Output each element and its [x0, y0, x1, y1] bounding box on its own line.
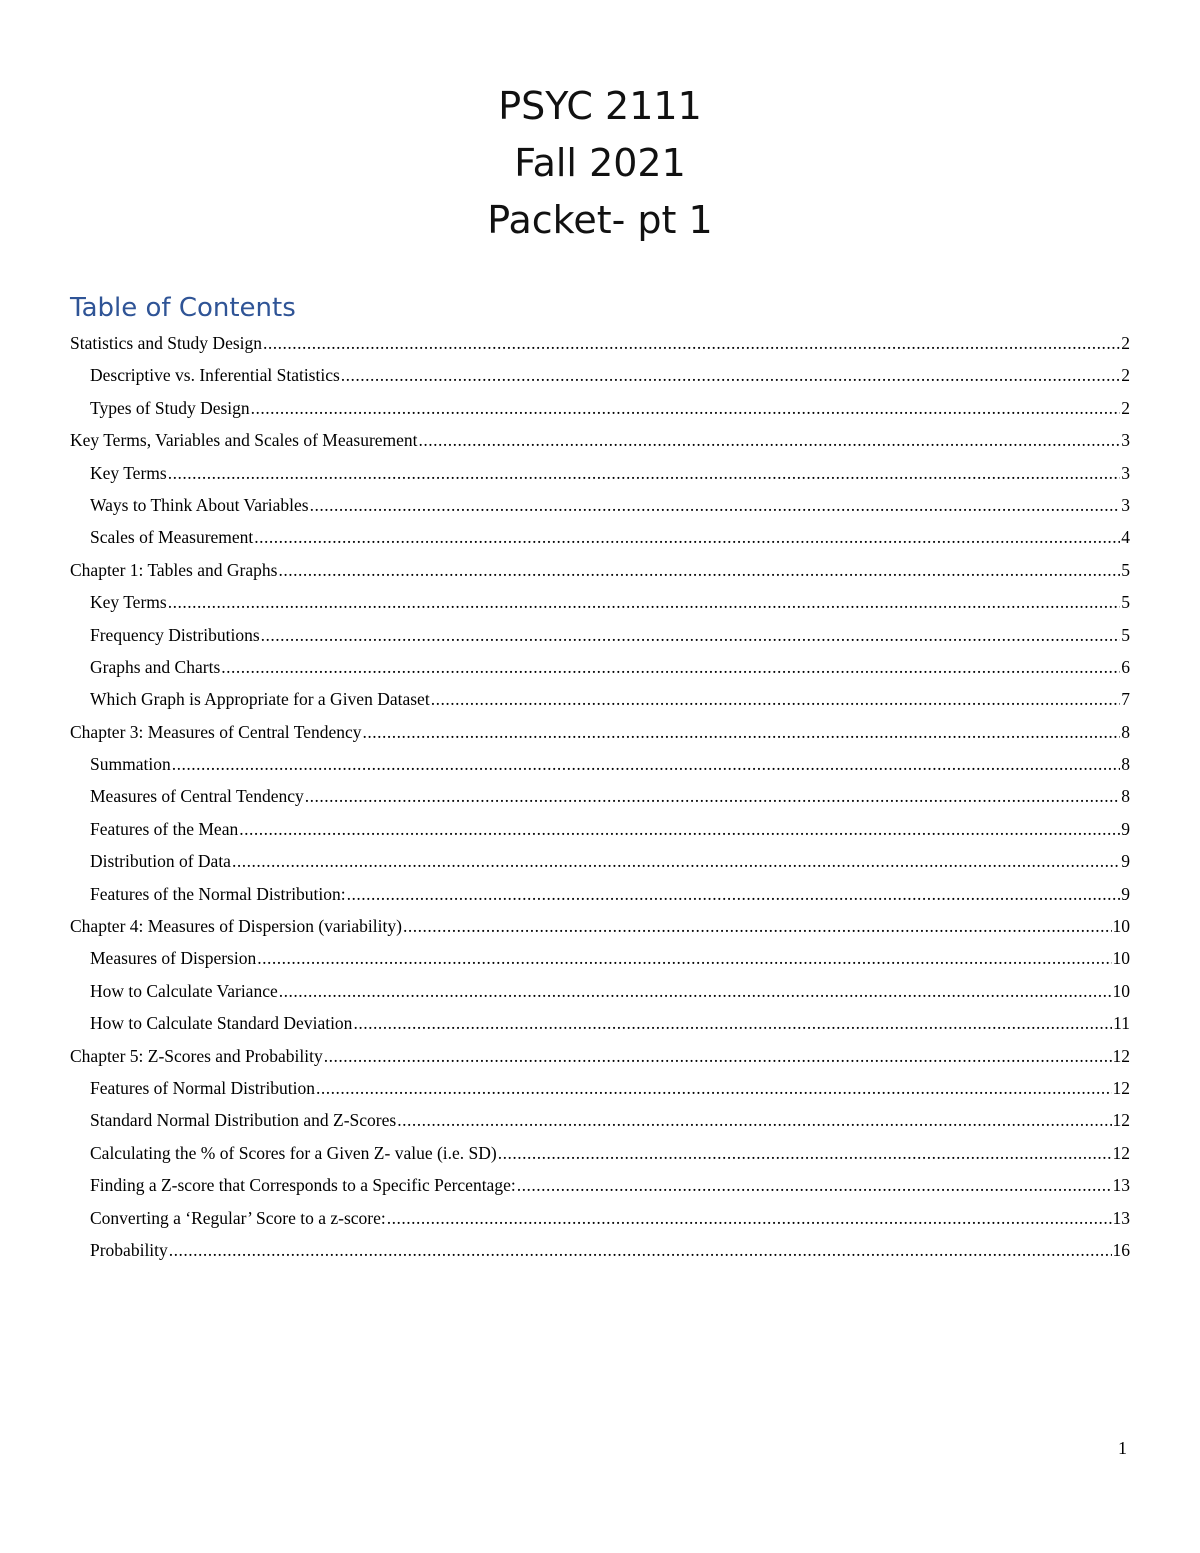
toc-entry-label: Calculating the % of Scores for a Given Z- value (i.e. SD): [90, 1142, 497, 1163]
toc-entry-page: 9: [1121, 883, 1130, 904]
toc-dot-leader: [341, 361, 1120, 389]
toc-subsection-entry[interactable]: [70, 1236, 1130, 1268]
toc-dot-leader: [168, 459, 1121, 487]
toc-dot-leader: [431, 685, 1121, 713]
toc-entry-page: 4: [1121, 527, 1130, 548]
toc-entry-label: Probability: [90, 1239, 168, 1260]
toc-entry-page: 5: [1121, 592, 1130, 613]
toc-section-entry[interactable]: [70, 556, 1130, 588]
toc-entry-label: Standard Normal Distribution and Z-Scores: [90, 1110, 397, 1131]
toc-subsection-entry[interactable]: [70, 653, 1130, 685]
toc-subsection-entry[interactable]: [70, 459, 1130, 491]
toc-dot-leader: [263, 329, 1120, 357]
toc-dot-leader: [254, 523, 1120, 551]
toc-entry-label: Features of the Mean: [90, 818, 239, 839]
toc-entry-label: Measures of Dispersion: [90, 948, 257, 969]
toc-entry-label: Key Terms, Variables and Scales of Measurement: [70, 430, 418, 451]
toc-entry-page: 10: [1112, 948, 1130, 969]
toc-dot-leader: [169, 1236, 1112, 1264]
toc-entry-label: Converting a ‘Regular’ Score to a z-score:: [90, 1207, 386, 1228]
toc-subsection-entry[interactable]: [70, 944, 1130, 976]
toc-subsection-entry[interactable]: [70, 1106, 1130, 1138]
toc-entry-page: 11: [1113, 1013, 1130, 1034]
toc-dot-leader: [172, 750, 1121, 778]
toc-dot-leader: [517, 1171, 1112, 1199]
toc-entry-page: 3: [1121, 494, 1130, 515]
toc-dot-leader: [498, 1139, 1112, 1167]
toc-entry-label: Features of the Normal Distribution:: [90, 883, 346, 904]
toc-entry-page: 5: [1121, 559, 1130, 580]
toc-entry-page: 2: [1121, 397, 1130, 418]
toc-entry-label: How to Calculate Variance: [90, 980, 278, 1001]
toc-subsection-entry[interactable]: [70, 1171, 1130, 1203]
toc-entry-page: 10: [1112, 916, 1130, 937]
toc-dot-leader: [239, 815, 1120, 843]
term: Fall 2021: [514, 141, 686, 185]
toc-dot-leader: [347, 880, 1121, 908]
toc-entry-page: 2: [1121, 365, 1130, 386]
toc-entry-label: Chapter 5: Z-Scores and Probability: [70, 1045, 323, 1066]
toc-entry-page: 12: [1112, 1142, 1130, 1163]
toc-entry-page: 12: [1112, 1110, 1130, 1131]
toc-subsection-entry[interactable]: [70, 1139, 1130, 1171]
toc-entry-label: Chapter 3: Measures of Central Tendency: [70, 721, 362, 742]
toc-section-entry[interactable]: [70, 329, 1130, 361]
toc-dot-leader: [403, 912, 1112, 940]
toc-subsection-entry[interactable]: [70, 394, 1130, 426]
toc-entry-page: 3: [1121, 430, 1130, 451]
toc-dot-leader: [310, 491, 1121, 519]
toc-entry-page: 3: [1121, 462, 1130, 483]
toc-entry-page: 2: [1121, 333, 1130, 353]
toc-subsection-entry[interactable]: [70, 1009, 1130, 1041]
toc-entry-label: Which Graph is Appropriate for a Given Dataset: [90, 689, 430, 710]
toc-dot-leader: [316, 1074, 1111, 1102]
page-number: 1: [1118, 1438, 1127, 1458]
toc-entry-page: 6: [1121, 656, 1130, 677]
toc-subsection-entry[interactable]: [70, 782, 1130, 814]
toc-entry-label: Finding a Z-score that Corresponds to a Specific Percentage:: [90, 1175, 516, 1196]
toc-entry-label: How to Calculate Standard Deviation: [90, 1013, 353, 1034]
toc-dot-leader: [387, 1204, 1112, 1232]
toc-entry-page: 13: [1112, 1207, 1130, 1228]
toc-entry-page: 7: [1121, 689, 1130, 710]
toc-entry-label: Types of Study Design: [90, 397, 250, 418]
toc-entry-label: Scales of Measurement: [90, 527, 254, 548]
toc-subsection-entry[interactable]: [70, 523, 1130, 555]
toc-entry-label: Summation: [90, 754, 171, 775]
toc-dot-leader: [221, 653, 1120, 681]
toc-subsection-entry[interactable]: [70, 621, 1130, 653]
toc-entry-page: 12: [1112, 1045, 1130, 1066]
toc-entry-label: Key Terms: [90, 592, 167, 613]
toc-entry-label: Statistics and Study Design: [70, 333, 263, 353]
toc-dot-leader: [397, 1106, 1111, 1134]
toc-section-entry[interactable]: [70, 912, 1130, 944]
toc-entry-label: Chapter 1: Tables and Graphs: [70, 559, 278, 580]
toc-subsection-entry[interactable]: [70, 750, 1130, 782]
packet-name: Packet- pt 1: [487, 198, 713, 242]
toc-subsection-entry[interactable]: [70, 880, 1130, 912]
toc-dot-leader: [353, 1009, 1112, 1037]
toc-dot-leader: [419, 426, 1121, 454]
course-code: PSYC 2111: [498, 84, 702, 128]
toc-subsection-entry[interactable]: [70, 977, 1130, 1009]
toc-entry-page: 8: [1121, 754, 1130, 775]
toc-entry-label: Measures of Central Tendency: [90, 786, 304, 807]
toc-entry-label: Key Terms: [90, 462, 167, 483]
toc-dot-leader: [305, 782, 1121, 810]
toc-entry-page: 8: [1121, 786, 1130, 807]
document-title: [0, 78, 1200, 249]
toc-dot-leader: [251, 394, 1121, 422]
toc-subsection-entry[interactable]: [70, 685, 1130, 717]
toc-dot-leader: [279, 977, 1112, 1005]
toc-dot-leader: [232, 847, 1120, 875]
toc-entry-label: Distribution of Data: [90, 851, 231, 872]
toc-entry-page: 16: [1112, 1239, 1130, 1260]
toc-entry-page: 9: [1121, 851, 1130, 872]
toc-entry-label: Graphs and Charts: [90, 656, 221, 677]
toc-entry-page: 9: [1121, 818, 1130, 839]
toc-entry-page: 8: [1121, 721, 1130, 742]
toc-subsection-entry[interactable]: [70, 847, 1130, 879]
toc-subsection-entry[interactable]: [70, 588, 1130, 620]
toc-subsection-entry[interactable]: [70, 1074, 1130, 1106]
toc-subsection-entry[interactable]: [70, 361, 1130, 393]
toc-section-entry[interactable]: [70, 1042, 1130, 1074]
toc-subsection-entry[interactable]: [70, 1204, 1130, 1236]
toc-dot-leader: [257, 944, 1111, 972]
toc-subsection-entry[interactable]: [70, 815, 1130, 847]
toc-entry-label: Descriptive vs. Inferential Statistics: [90, 365, 340, 386]
toc-section-entry[interactable]: [70, 718, 1130, 750]
toc-heading: Table of Contents: [70, 293, 296, 323]
toc-dot-leader: [261, 621, 1121, 649]
toc-entry-label: Features of Normal Distribution: [90, 1077, 316, 1098]
toc-dot-leader: [168, 588, 1121, 616]
toc-entry-page: 12: [1112, 1077, 1130, 1098]
toc-section-entry[interactable]: [70, 426, 1130, 458]
toc-entry-label: Ways to Think About Variables: [90, 494, 309, 515]
toc-entry-label: Frequency Distributions: [90, 624, 260, 645]
toc-entry-page: 13: [1112, 1175, 1130, 1196]
table-of-contents: [70, 329, 1130, 1268]
toc-entry-page: 5: [1121, 624, 1130, 645]
toc-dot-leader: [278, 556, 1120, 584]
toc-dot-leader: [362, 718, 1120, 746]
toc-entry-page: 10: [1112, 980, 1130, 1001]
toc-dot-leader: [324, 1042, 1112, 1070]
toc-entry-label: Chapter 4: Measures of Dispersion (variability): [70, 916, 402, 937]
toc-subsection-entry[interactable]: [70, 491, 1130, 523]
